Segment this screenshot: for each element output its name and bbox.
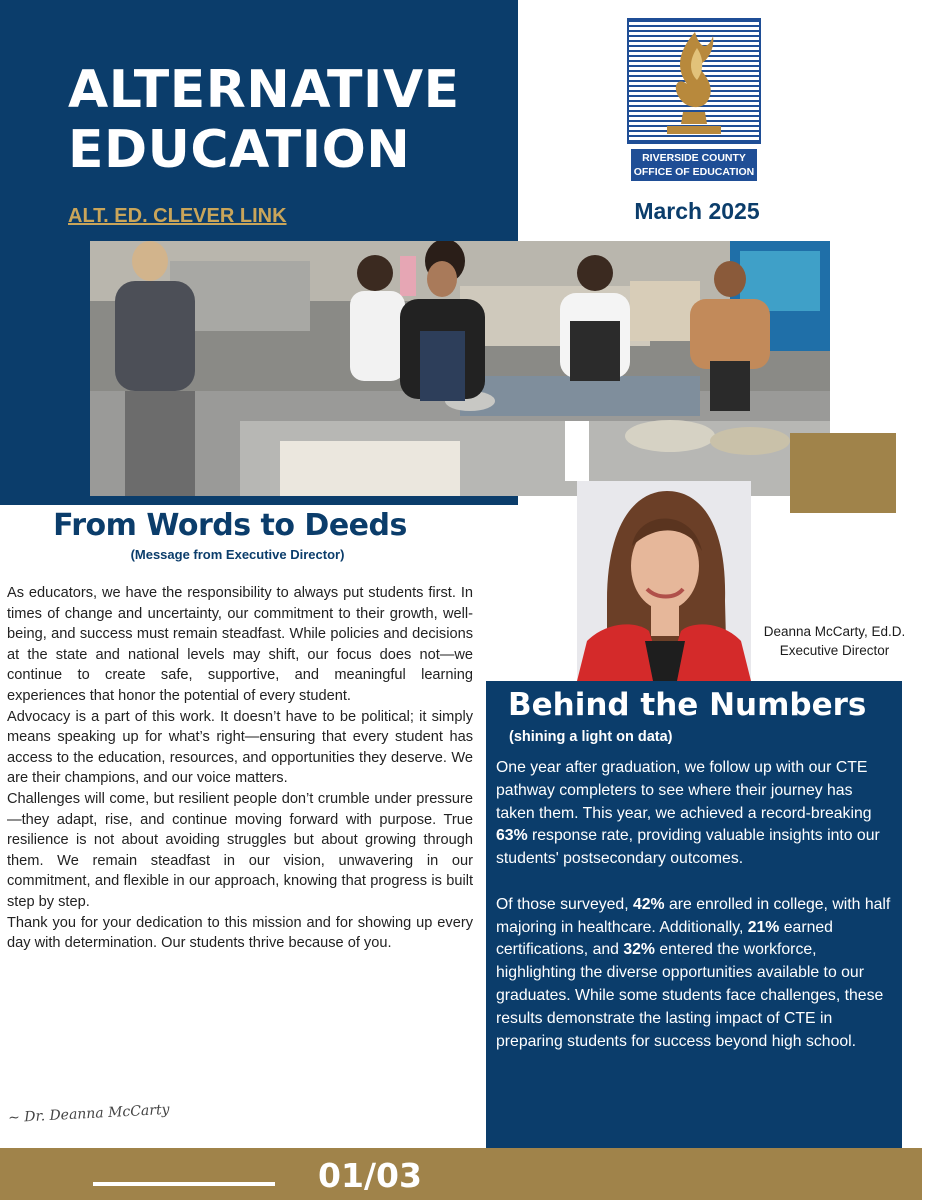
message-subtitle: (Message from Executive Director) bbox=[130, 547, 345, 562]
response-rate-stat: 63% bbox=[496, 827, 528, 845]
footer-bar bbox=[0, 1148, 922, 1200]
footer-rule bbox=[93, 1182, 275, 1186]
director-caption bbox=[752, 622, 917, 660]
flame-emblem-icon bbox=[657, 28, 731, 140]
message-paragraph: As educators, we have the responsibility to always put students first. In times of change and uncertainty, our commitment to their growth, well-being, and success must remain steadfast. While policies and decisions at the state and national levels may shift, our focus does not—we continue to create safe, supportive, and meaningful learning experiences that honor the potential of every student. bbox=[7, 585, 473, 704]
message-body bbox=[7, 583, 473, 954]
numbers-paragraph-1: One year after graduation, we follow up with our CTE pathway completers to see where their journey has taken them. This year, we achieved a record-breaking 63% response rate, providing valuable insights into our students' postsecondary outcomes. bbox=[496, 759, 880, 868]
newsletter-title: ALTERNATIVE EDUCATION bbox=[68, 60, 460, 180]
director-role: Executive Director bbox=[779, 643, 890, 658]
clever-link[interactable]: ALT. ED. CLEVER LINK bbox=[68, 205, 287, 227]
logo-org-line1: RIVERSIDE COUNTY bbox=[642, 152, 746, 164]
issue-date: March 2025 bbox=[634, 198, 760, 224]
numbers-subtitle: (shining a light on data) bbox=[509, 729, 673, 745]
message-title: From Words to Deeds bbox=[53, 508, 407, 543]
page-number: 01/03 bbox=[318, 1156, 422, 1195]
behind-the-numbers-panel bbox=[486, 681, 902, 1171]
numbers-body bbox=[496, 757, 894, 1076]
college-stat: 42% bbox=[632, 895, 665, 913]
numbers-title: Behind the Numbers bbox=[508, 687, 867, 723]
director-name: Deanna McCarty, Ed.D. bbox=[763, 624, 906, 639]
director-portrait bbox=[577, 481, 751, 681]
logo-org-line2: OFFICE OF EDUCATION bbox=[633, 166, 755, 178]
signature: ~ Dr. Deanna McCarty bbox=[7, 1101, 170, 1127]
logo-org-name bbox=[631, 149, 757, 181]
kitchen-classroom-photo bbox=[90, 241, 830, 496]
message-paragraph: Thank you for your dedication to this mission and for showing up every day with determination. Our students thrive because of you. bbox=[7, 914, 473, 952]
numbers-paragraph-2: Of those surveyed, 42% are enrolled in college, with half majoring in healthcare. Additionally, 21% earned certifications, and 32% entered the workforce, highlighting the diverse opportunities available to our graduates. While some students face challenges, these results demonstrate the lasting impact of CTE in preparing students for success beyond high school. bbox=[496, 895, 891, 1050]
certification-stat: 21% bbox=[747, 918, 780, 936]
message-paragraph: Advocacy is a part of this work. It doesn’t have to be political; it simply means speaking up for what’s right—ensuring that every student has access to the education, resources, and opportunities they deserve. We are their champions, and our voice matters. bbox=[7, 708, 473, 787]
workforce-stat: 32% bbox=[623, 941, 655, 959]
gold-accent-block bbox=[790, 433, 896, 513]
rcoe-logo bbox=[627, 18, 761, 182]
message-paragraph: Challenges will come, but resilient people don’t crumble under pressure—they adapt, rise, and continue moving forward with purpose. True resilience is not about avoiding struggles but about growing through them. We remain steadfast in our vision, unwavering in our commitment, and flexible in our approach, knowing that progress is built step by step. bbox=[7, 790, 473, 910]
